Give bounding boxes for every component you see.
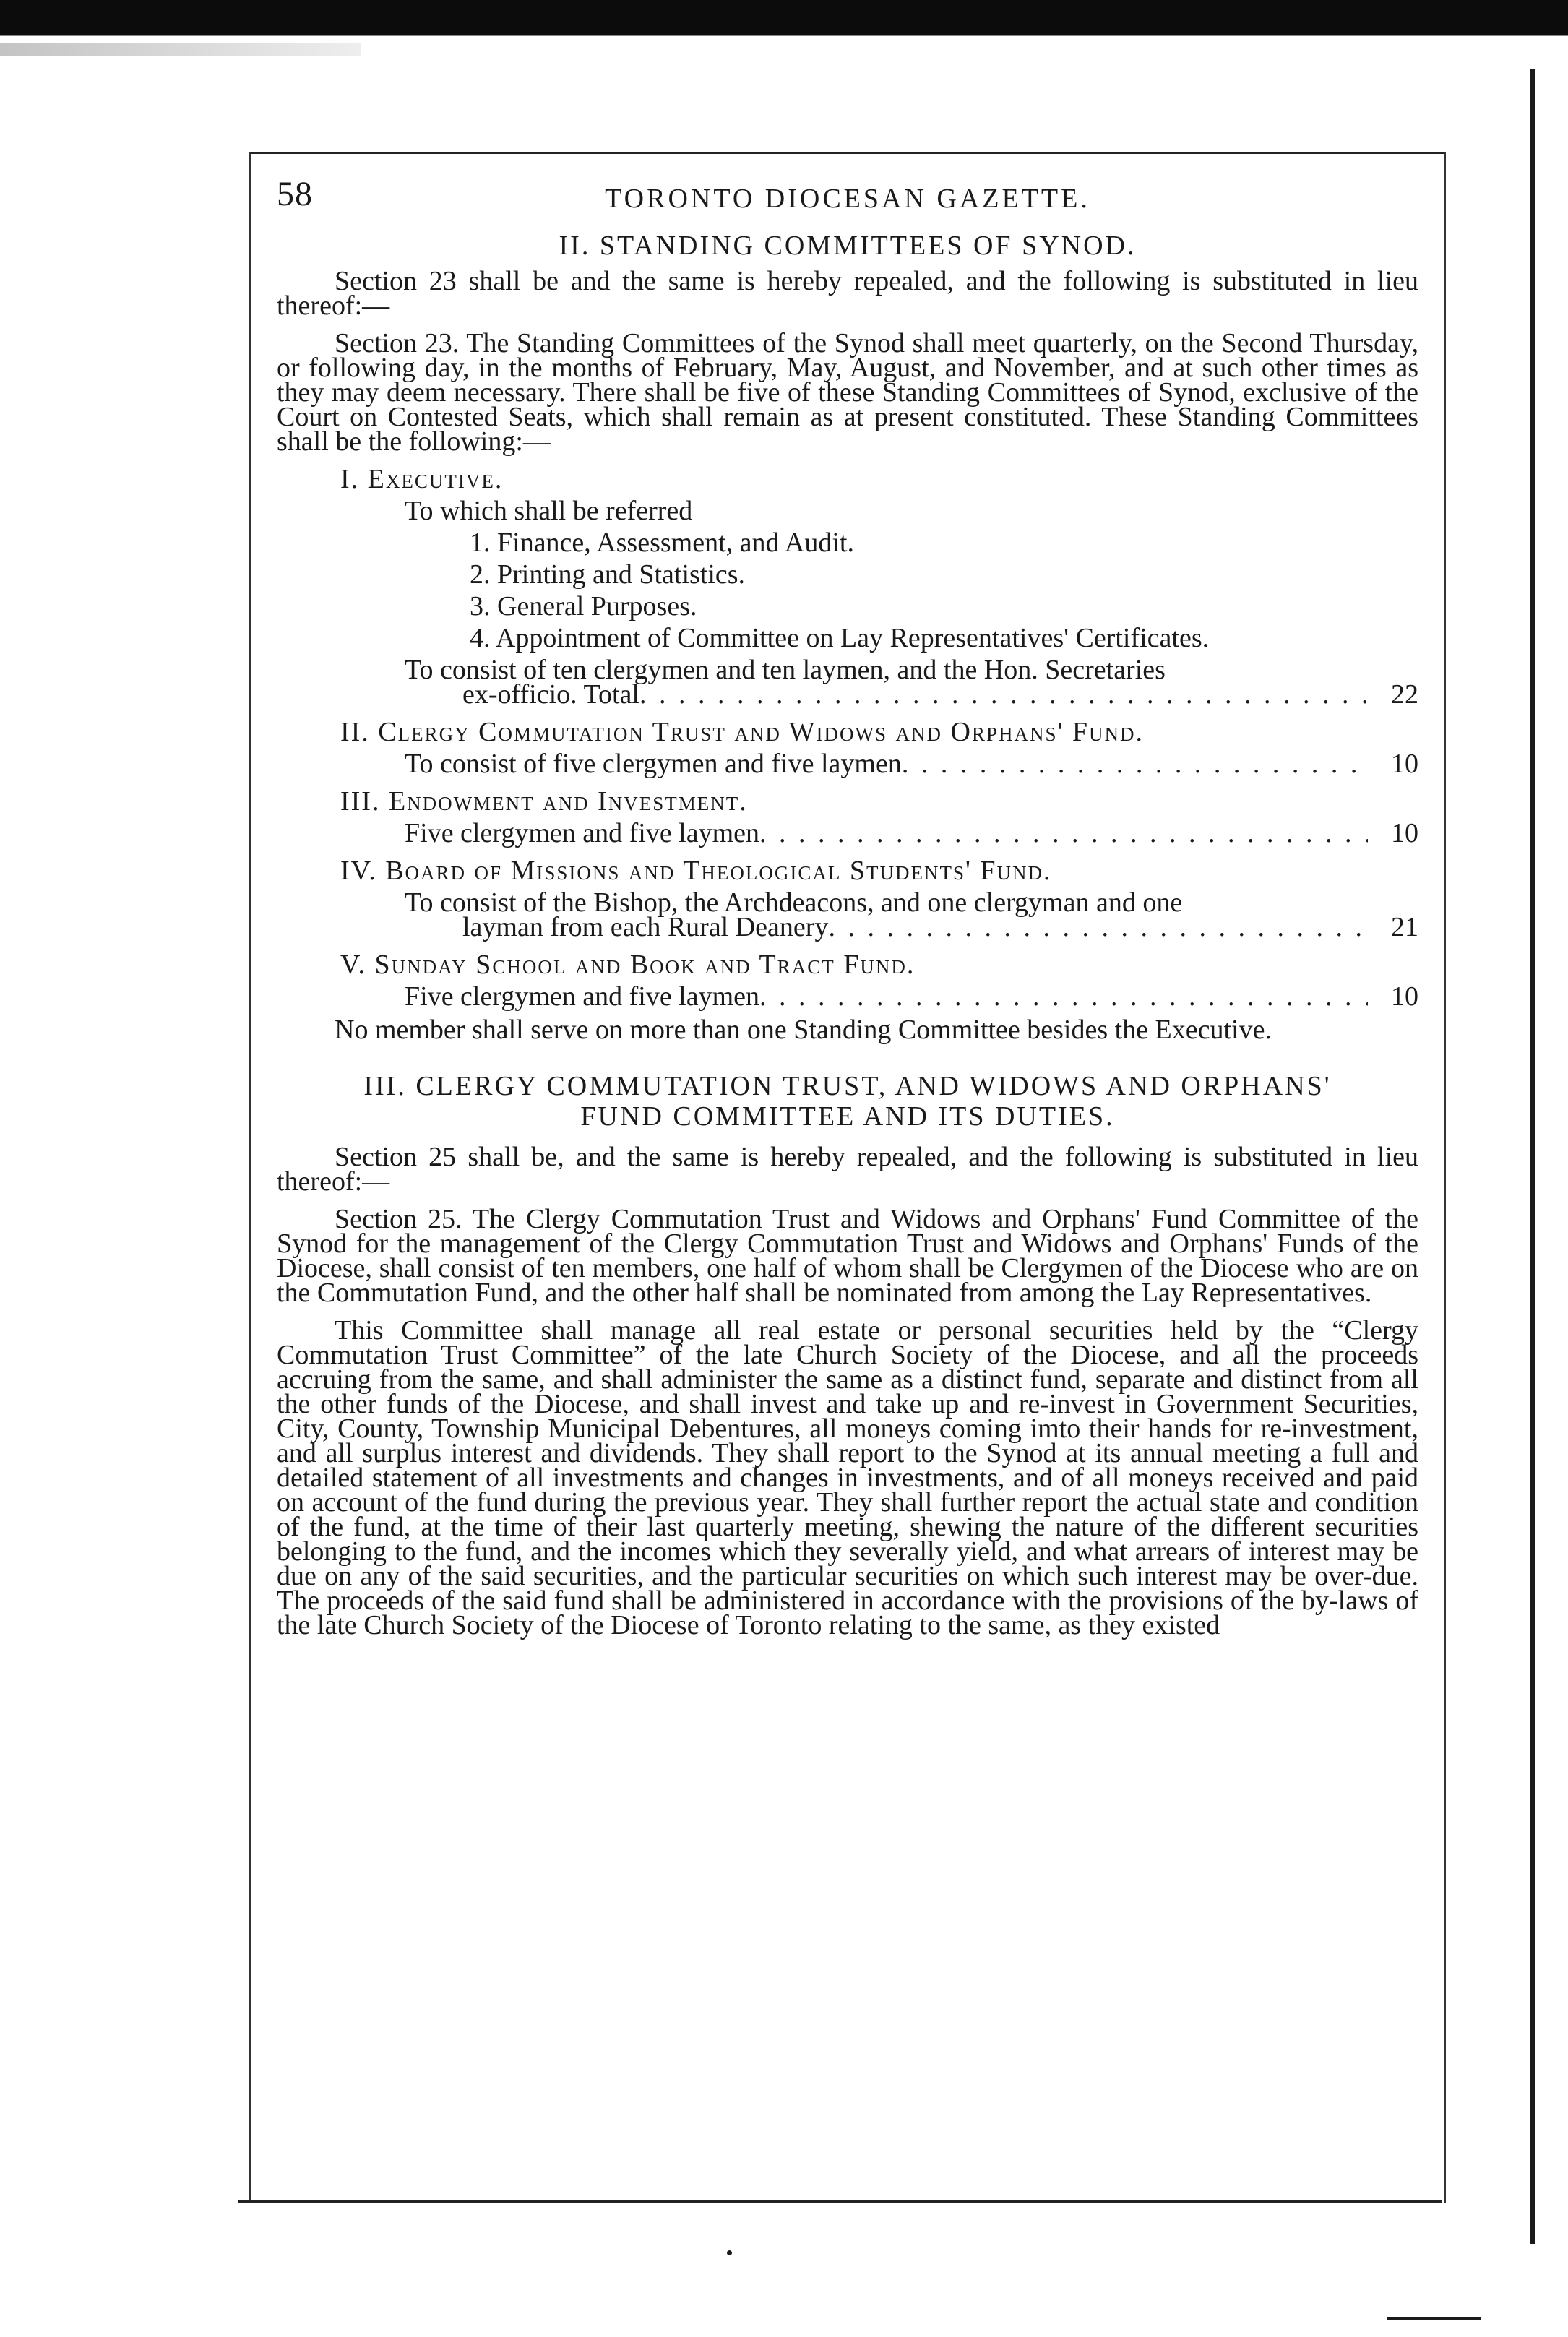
committee-description: To consist of ten clergymen and ten laymen, and the Hon. Secretaries: [405, 655, 1166, 685]
page-number: 58: [277, 175, 313, 213]
scan-border-right: [1530, 69, 1535, 2244]
leader-dots: [759, 821, 1368, 845]
running-header: [277, 175, 1418, 224]
committee-item: 1. Finance, Assessment, and Audit.: [470, 528, 854, 558]
committee-description: To consist of five clergymen and five laymen: [405, 749, 902, 779]
leader-dots: [902, 752, 1368, 776]
page-content: [277, 175, 1418, 1640]
paragraph: No member shall serve on more than one Standing Committee besides the Executive.: [335, 1015, 1272, 1045]
committee-item: 3. General Purposes.: [470, 591, 697, 621]
committee-name: I. Executive.: [340, 464, 504, 494]
committee-description: To consist of the Bishop, the Archdeacons, and one clergyman and one: [405, 887, 1183, 918]
section-heading-continued: FUND COMMITTEE AND ITS DUTIES.: [580, 1101, 1115, 1132]
running-title: TORONTO DIOCESAN GAZETTE.: [605, 184, 1090, 214]
committee-intro: To which shall be referred: [405, 496, 693, 526]
committee-total-row: [405, 749, 1418, 779]
committee-description: layman from each Rural Deanery: [462, 912, 829, 942]
committee-name: IV. Board of Missions and Theological Students' Fund.: [340, 856, 1052, 886]
committee-total-row: [405, 818, 1418, 848]
leader-dots: [639, 682, 1368, 707]
committee-name: II. Clergy Commutation Trust and Widows and Orphans' Fund.: [340, 717, 1144, 747]
committee-description: Five clergymen and five laymen: [405, 818, 760, 848]
page-frame-bottom-rule: [238, 2200, 1442, 2203]
scan-mark: [1387, 2317, 1481, 2320]
section-heading: II. STANDING COMMITTEES OF SYNOD.: [559, 231, 1137, 261]
committee-total-row: [462, 679, 1418, 710]
committee-total: 10: [1391, 981, 1418, 1012]
committee-item: 2. Printing and Statistics.: [470, 559, 746, 590]
paragraph: Section 25 shall be, and the same is hereby repealed, and the following is substituted in lieu thereof:—: [277, 1142, 1418, 1197]
committee-total-row: [405, 981, 1418, 1012]
committee-total: 21: [1391, 912, 1418, 942]
committee-total: 10: [1391, 749, 1418, 779]
committee-name: III. Endowment and Investment.: [340, 786, 748, 817]
section-heading: III. CLERGY COMMUTATION TRUST, AND WIDOWS AND ORPHANS': [363, 1071, 1332, 1101]
paragraph: Section 23. The Standing Committees of the Synod shall meet quarterly, on the Second Thursday, or following day, in the months of February, May, August, and November, and at such other times as they may deem necessary. There shall be five of these Standing Committees of Synod, exclusive of the Court on Contested Seats, which shall remain as at present constituted. These Standing Committees shall be the following:—: [277, 328, 1418, 457]
leader-dots: [759, 984, 1368, 1009]
committee-total-row: [462, 912, 1418, 942]
scan-smudge: [0, 43, 361, 56]
committee-total: 10: [1391, 818, 1418, 848]
leader-dots: [828, 915, 1368, 939]
paragraph: This Committee shall manage all real estate or personal securities held by the “Clergy Commutation Trust Committee” of the late Church Society of the Diocese, and all the proceeds accruing from the same, and shall administer the same as a distinct fund, separate and distinct from all the other funds of the Diocese, and shall invest and take up and re-invest in Government Securities, City, County, Township Municipal Debentures, all moneys coming imto their hands for re-investment, and all surplus interest and dividends. They shall report to the Synod at its annual meeting a full and detailed statement of all investments and changes in investments, and of all moneys received and paid on account of the fund during the previous year. They shall further report the actual state and condition of the fund, at the time of their last quarterly meeting, shewing the nature of the different securities belonging to the fund, and the incomes which they severally yield, and what arrears of interest may be due on any of the said securities, and the particular securities on which such interest may be over-due. The proceeds of the said fund shall be administered in accordance with the provisions of the by-laws of the late Church Society of the Diocese of Toronto relating to the same, as they existed: [277, 1315, 1418, 1640]
committee-name: V. Sunday School and Book and Tract Fund.: [340, 950, 916, 980]
paragraph: Section 23 shall be and the same is hereby repealed, and the following is substituted in lieu thereof:—: [277, 266, 1418, 321]
paragraph: Section 25. The Clergy Commutation Trust and Widows and Orphans' Fund Committee of the Synod for the management of the Clergy Commutation Trust and Widows and Orphans' Funds of the Diocese, shall consist of ten members, one half of whom shall be Clergymen of the Diocese who are on the Commutation Fund, and the other half shall be nominated from among the Lay Representatives.: [277, 1204, 1418, 1308]
committee-description: ex-officio. Total: [462, 679, 639, 710]
scan-speck: [727, 2250, 732, 2255]
committee-total: 22: [1391, 679, 1418, 710]
committee-description: Five clergymen and five laymen: [405, 981, 760, 1012]
committee-item: 4. Appointment of Committee on Lay Representatives' Certificates.: [470, 623, 1210, 653]
